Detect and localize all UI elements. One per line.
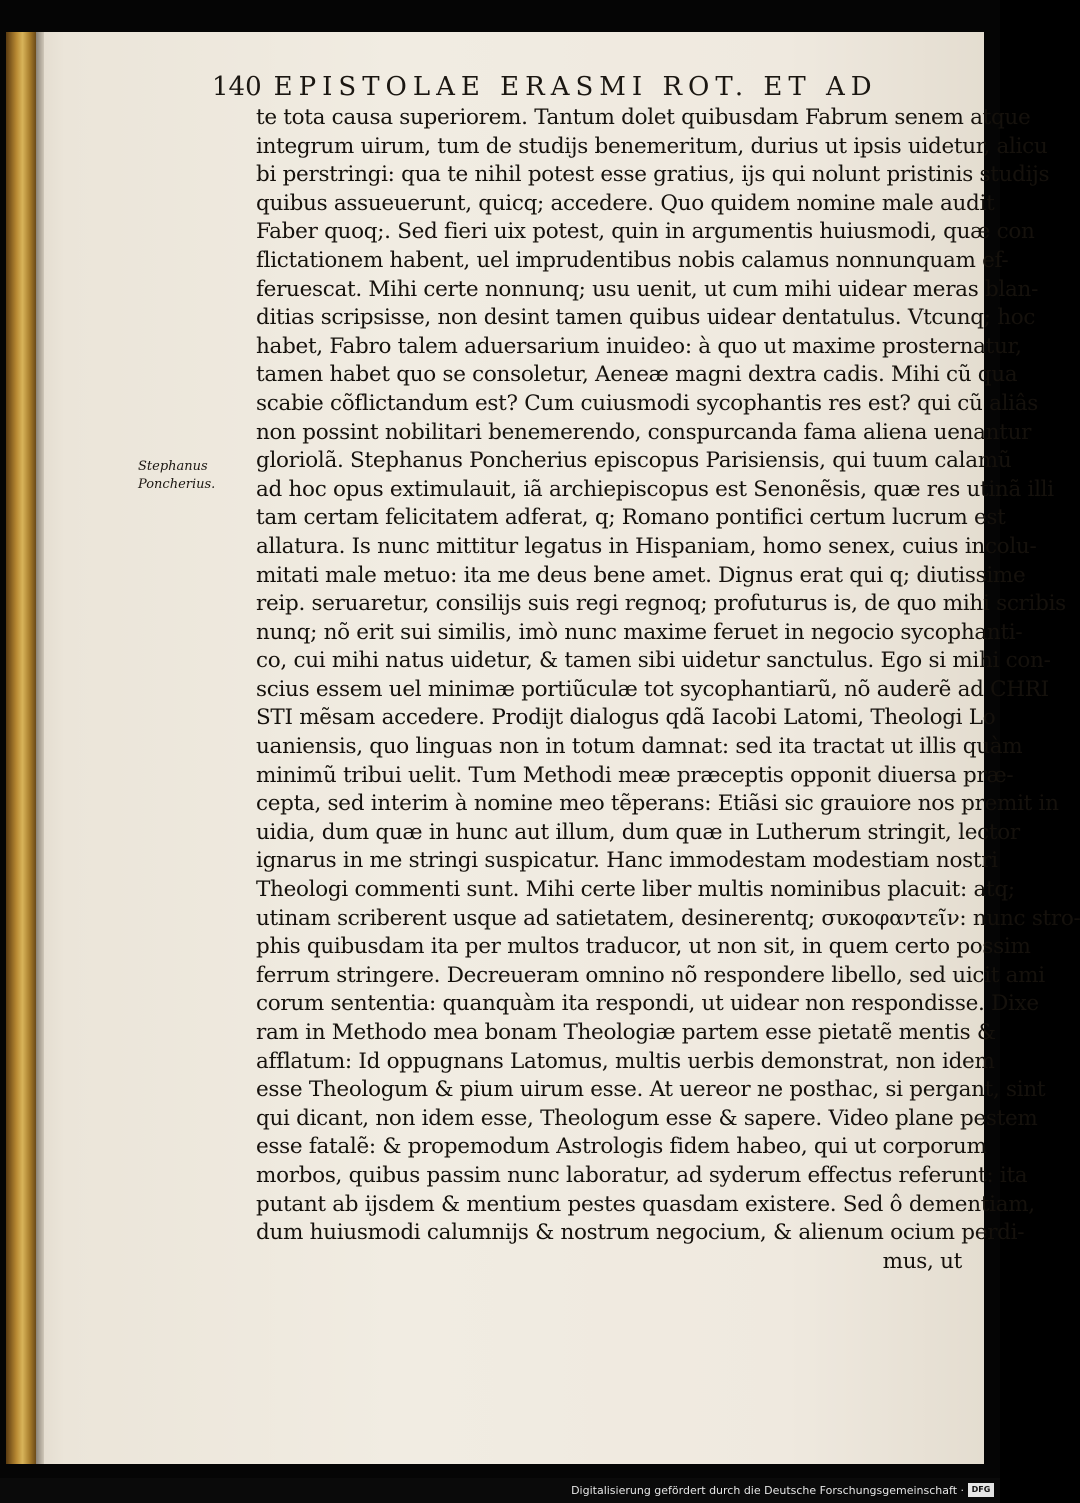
text-line: te tota causa superiorem. Tantum dolet quibusdam Fabrum senem atque [256, 105, 1031, 130]
text-line: utinam scriberent usque ad satietatem, desinerentq; συκοφαντεῖν: nunc stro- [256, 905, 1080, 931]
text-line: non possint nobilitari benemerendo, conspurcanda fama aliena uenantur [256, 419, 1032, 445]
text-line: putant ab ijsdem & mentium pestes quasdam existere. Sed ô dementiam, [256, 1191, 1035, 1217]
marginal-note [138, 458, 238, 494]
text-line: Theologi commenti sunt. Mihi certe liber multis nominibus placuit: atq; [256, 877, 1015, 903]
text-line: scius essem uel minimæ portiũculæ tot sycophantiarũ, nõ auderẽ ad CHRI [256, 676, 1049, 702]
page-edge-shadow [36, 32, 44, 1464]
text-line: ditias scripsisse, non desint tamen quibus uidear dentatulus. Vtcunq; hoc [256, 305, 1036, 331]
text-line: STI mẽsam accedere. Prodijt dialogus qdã Iacobi Latomi, Theologi Lo [256, 705, 996, 731]
text-line: uaniensis, quo linguas non in totum damnat: sed ita tractat ut illis quàm [256, 734, 1023, 760]
text-line: habet, Fabro talem aduersarium inuideo: à quo ut maxime prosternatur, [256, 333, 1022, 359]
text-line: esse Theologum & pium uirum esse. At uereor ne posthac, si pergant, sint [256, 1077, 1046, 1103]
text-line: nunq; nõ erit sui similis, imò nunc maxime feruet in negocio sycophanti- [256, 619, 1023, 645]
marginal-note-line: Stephanus [138, 459, 208, 474]
text-line: allatura. Is nunc mittitur legatus in Hispaniam, homo senex, cuius incolu- [256, 533, 1037, 559]
text-line: quibus assueuerunt, quicq; accedere. Quo quidem nomine male audit [256, 190, 995, 216]
text-line: feruescat. Mihi certe nonnunq; usu uenit, ut cum mihi uidear meras blan- [256, 276, 1039, 302]
text-line: Faber quoq;. Sed fieri uix potest, quin in argumentis huiusmodi, quæ con [256, 219, 1035, 245]
text-line: mus, ut [882, 1248, 962, 1274]
text-line: flictationem habent, uel imprudentibus nobis calamus nonnunquam ef- [256, 247, 1009, 273]
text-line: tamen habet quo se consoletur, Aeneæ magni dextra cadis. Mihi cũ qua [256, 362, 1018, 388]
page-number: 140 [212, 72, 262, 102]
text-line: ram in Methodo mea bonam Theologiæ partem esse pietatẽ mentis & [256, 1020, 996, 1045]
text-line: gloriolã. Stephanus Poncherius episcopus Parisiensis, qui tuum calamũ [256, 448, 1012, 474]
text-line: integrum uirum, tum de studijs benemeritum, durius ut ipsis uidetur, alicu [256, 133, 1048, 159]
text-line: afflatum: Id oppugnans Latomus, multis uerbis demonstrat, non idem [256, 1048, 995, 1074]
text-line: tam certam felicitatem adferat, q; Romano pontifici certum lucrum est [256, 505, 1006, 531]
text-line: uidia, dum quæ in hunc aut illum, dum quæ in Lutherum stringit, lector [256, 819, 1020, 845]
text-line: mitati male metuo: ita me deus bene amet. Dignus erat qui q; diutissime [256, 562, 1026, 588]
running-header [212, 72, 952, 102]
text-line: ignarus in me stringi suspicatur. Hanc immodestam modestiam nostri [256, 848, 998, 874]
text-line: phis quibusdam ita per multos traducor, ut non sit, in quem certo possim [256, 934, 1031, 960]
dfg-logo: DFG [968, 1483, 994, 1497]
text-line: co, cui mihi natus uidetur, & tamen sibi uidetur sanctulus. Ego si mihi con- [256, 648, 1051, 674]
body-text [256, 104, 1080, 1276]
text-line: cepta, sed interim à nomine meo tẽperans: Etiãsi sic grauiore nos premit in [256, 791, 1059, 817]
text-line: esse fatalẽ: & propemodum Astrologis fidem habeo, qui ut corporum [256, 1134, 987, 1160]
digitization-credit: Digitalisierung gefördert durch die Deutsche Forschungsgemeinschaft · [571, 1484, 964, 1497]
text-line: ferrum stringere. Decreueram omnino nõ respondere libello, sed uicit ami [256, 962, 1045, 988]
running-title: EPISTOLAE ERASMI ROT. ET AD [273, 72, 878, 102]
marginal-note-line: Poncherius. [138, 477, 216, 492]
text-line: qui dicant, non idem esse, Theologum esse & sapere. Video plane pestem [256, 1105, 1038, 1131]
gilded-page-edge [6, 32, 36, 1464]
text-line: corum sententia: quanquàm ita respondi, ut uidear non respondisse. Dixe [256, 991, 1039, 1017]
text-line: morbos, quibus passim nunc laboratur, ad syderum effectus referunt: ita [256, 1162, 1028, 1188]
text-line: minimũ tribui uelit. Tum Methodi meæ præceptis opponit diuersa præ- [256, 762, 1014, 788]
text-line: scabie cõflictandum est? Cum cuiusmodi sycophantis res est? qui cũ aliâs [256, 390, 1039, 416]
text-line: reip. seruaretur, consilijs suis regi regnoq; profuturus is, de quo mihi scribis [256, 591, 1066, 617]
text-line: dum huiusmodi calumnijs & nostrum negocium, & alienum ocium perdi- [256, 1220, 1025, 1246]
text-line: ad hoc opus extimulauit, iã archiepiscopus est Senonẽsis, quæ res utinã illi [256, 476, 1054, 502]
text-line: bi perstringi: qua te nihil potest esse gratius, ijs qui nolunt pristinis studijs [256, 162, 1050, 188]
